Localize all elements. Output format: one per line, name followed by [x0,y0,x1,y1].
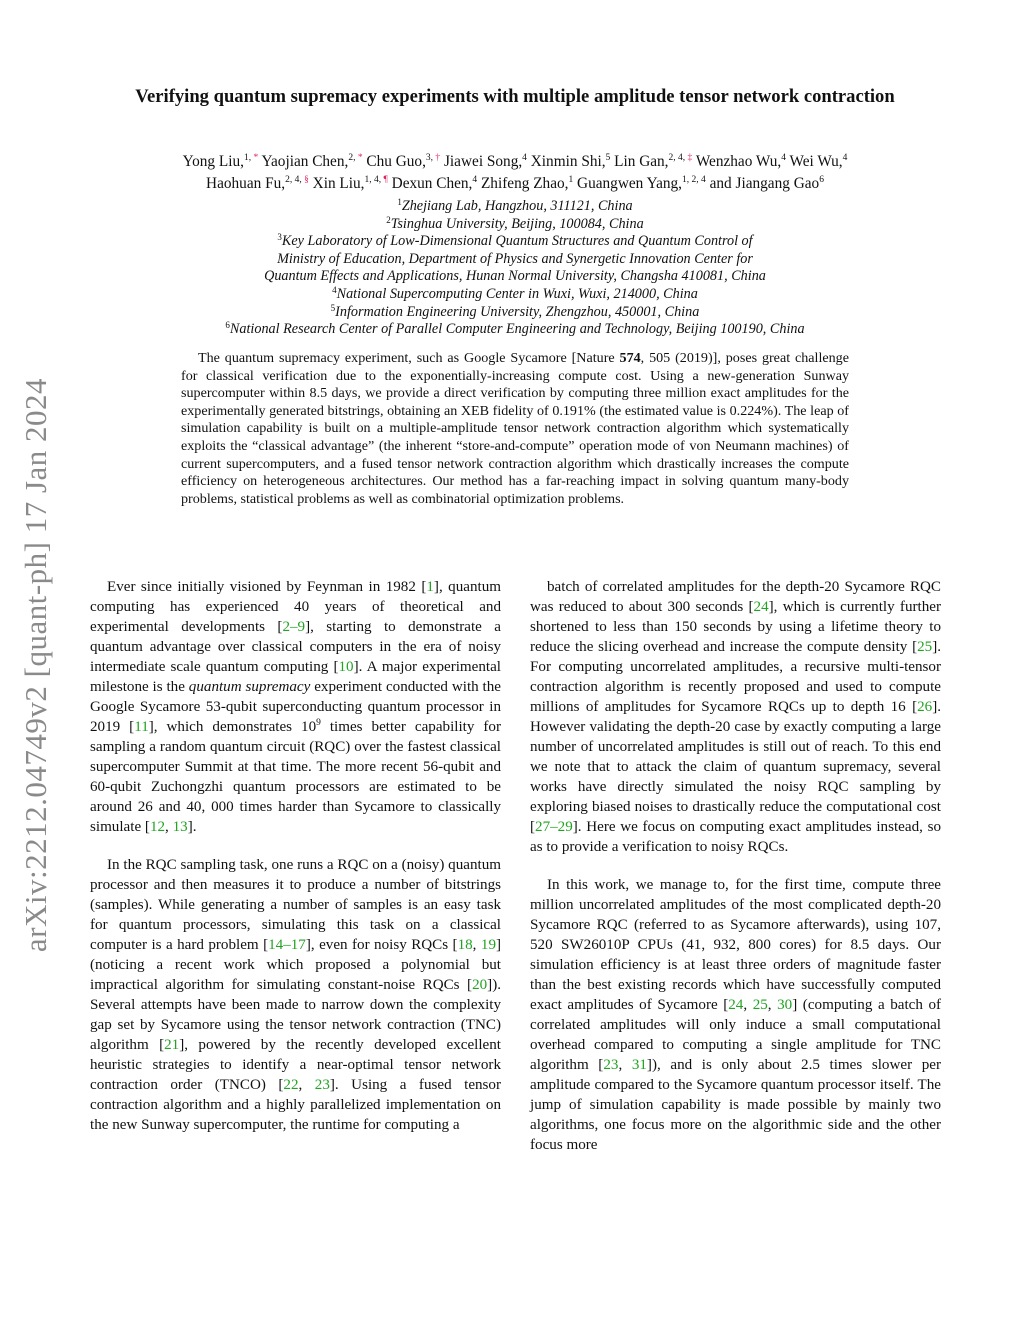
body-paragraph [90,577,501,837]
citation-link[interactable]: 24 [753,599,769,615]
footnote-marker[interactable]: † [435,153,441,163]
affiliation-number: 1, [243,153,254,163]
text-run: ], which is currently further shortened to less than 150 seconds by using a lifetime theory to reduce the slicing overhead and increase the compute density [ [530,599,941,655]
citation-link[interactable]: 25 [917,639,933,655]
text-run: ]. [187,819,197,835]
text-run: ] (noticing a recent work which proposed a polynomial but impractical algorithm for simulating constant-noise RQCs [ [90,937,502,993]
author-name: Xin Liu, [312,175,365,192]
citation-link[interactable]: 25 [752,997,768,1013]
author [710,175,824,192]
affiliation-number: 2, 4, [285,175,305,185]
footnote-marker[interactable]: ‡ [687,153,693,163]
author-name: and Jiangang Gao [709,175,820,192]
text-run: batch of correlated amplitudes for the depth-20 Sycamore RQC was reduced to about 300 seconds [ [530,579,941,615]
footnote-marker[interactable]: § [304,175,309,185]
author-name: Chu Guo, [366,153,426,170]
text-run: ], powered by the recently developed excellent heuristic strategies to identify a near-optimal tensor network contraction order (TNCO) [ [90,1037,501,1093]
author [206,175,309,192]
citation-link[interactable]: 10 [338,659,354,675]
footnote-marker[interactable]: * [253,153,259,163]
author [392,175,477,192]
author-name: Guangwen Yang, [577,175,682,192]
author-name: Haohuan Fu, [206,175,286,192]
author-affiliation-numbers [522,153,527,163]
affiliation-list [90,198,940,339]
affiliation-number: 6 [819,175,824,185]
citation-link[interactable]: 26 [917,699,933,715]
author-name: Lin Gan, [614,153,669,170]
author-name: Wei Wu, [789,153,843,170]
citation-link[interactable]: 1 [426,579,434,595]
author-affiliation-numbers [781,153,786,163]
author-name: Wenzhao Wu, [695,153,782,170]
arxiv-id-text: arXiv:2212.04749v2 [quant-ph] 17 Jan 2024 [18,377,53,953]
affiliation-text: National Research Center of Parallel Computer Engineering and Technology, Beijing 100190, China [229,321,805,338]
affiliation-number: 1, 4, [364,175,384,185]
citation-link[interactable]: 18 [457,937,473,953]
affiliation-line [90,233,940,251]
text-run: , [743,997,753,1013]
text-run: ]. A major experimental milestone is the [90,659,501,695]
bold-text: 574 [619,350,641,366]
affiliation-number: 4 [781,153,786,163]
affiliation-index: 4 [332,284,337,295]
author [790,153,848,170]
author-name: Yong Liu, [182,153,244,170]
text-run: In this work, we manage to, for the first time, compute three million uncorrelated amplitudes of the most complicated depth-20 Sycamore RQC (referred to as Sycamore afterwards), using 107, 520 SW26010P CPUs (41, 932, 800 cores) for 8.5 days. Our simulation efficiency is at least three orders of magnitude faster than the best existing records which have successfully computed exact amplitudes of Sycamore [ [530,877,941,1013]
affiliation-line [90,321,940,339]
text-run: ]). Several attempts have been made to narrow down the complexity gap set by Sycamore using the tensor network contraction (TNC) algorithm [ [90,977,501,1053]
author-name: Jiawei Song, [443,153,523,170]
affiliation-index: 3 [277,232,282,243]
affiliation-index: 6 [225,320,230,331]
text-run: ], quantum computing has experienced 40 years of theoretical and experimental developments [ [90,579,501,635]
text-run: , [767,997,778,1013]
author-affiliation-numbers [285,175,309,185]
affiliation-text: National Supercomputing Center in Wuxi, Wuxi, 214000, China [336,285,698,302]
paper-title: Verifying quantum supremacy experiments with multiple amplitude tensor network contraction [135,86,895,107]
citation-link[interactable]: 2–9 [282,619,306,635]
citation-link[interactable]: 13 [172,819,188,835]
text-run: , [472,937,481,953]
affiliation-number: 3, [425,153,436,163]
citation-link[interactable]: 14–17 [268,937,306,953]
citation-link[interactable]: 24 [728,997,744,1013]
author-affiliation-numbers [819,175,824,185]
text-run: , [298,1077,315,1093]
author-name: Dexun Chen, [391,175,473,192]
author-name: Yaojian Chen, [261,153,349,170]
citation-link[interactable]: 23 [603,1057,619,1073]
citation-link[interactable]: 30 [777,997,793,1013]
affiliation-text: Zhejiang Lab, Hangzhou, 311121, China [401,198,633,214]
text-run: , 505 (2019)], poses great challenge for classical verification due to the exponentially-increasing compute cost. Using a new-generation Sunway supercomputer within 8.5 days, we provide a direct verification by computing three million exact amplitudes for the experimentally generated bitstrings, obtaining an XEB fidelity of 0.191% (the estimated value is 0.224%). The leap of simulation capability is built on a multiple-amplitude tensor network contraction algorithm which systematically exploits the “classical advantage” (the inherent “store-and-compute” operation mode of von Neumann machines) of current supercomputers, and a fused tensor network contraction algorithm which drastically increases the compute efficiency on heterogeneous architectures. Our method has a far-reaching impact in solving quantum many-body problems, statistical problems as well as combinatorial optimization problems. [181,350,849,507]
abstract [181,350,849,508]
affiliation-index: 1 [397,197,402,207]
text-run: ]. Using a fused tensor contraction algorithm and a highly parallelized implementation on the new Sunway supercomputer, the runtime for computing a [90,1077,502,1133]
affiliation-line [90,268,940,286]
text-run: ], starting to demonstrate a quantum advantage over classical computers in the era of noisy intermediate scale quantum computing [ [90,619,501,675]
text-run: In the RQC sampling task, one runs a RQC on a (noisy) quantum processor and then measures it to produce a number of bitstrings (samples). While generating a number of samples is an easy task for quantum processors, simulating this task on a classical computer is a hard problem [ [90,857,501,953]
emphasis-text: quantum supremacy [188,679,311,695]
author-affiliation-numbers [348,153,362,163]
arxiv-identifier-stamp [6,345,66,985]
citation-link[interactable]: 20 [472,977,488,993]
left-column [90,577,501,1135]
footnote-marker[interactable]: * [357,153,363,163]
affiliation-text: Information Engineering University, Zhengzhou, 450001, China [335,303,700,320]
citation-link[interactable]: 27–29 [535,819,573,835]
author-affiliation-numbers [426,153,440,163]
citation-link[interactable]: 21 [164,1037,180,1053]
text-run: , [618,1057,632,1073]
author [696,153,786,170]
affiliation-text: Quantum Effects and Applications, Hunan Normal University, Changsha 410081, China [264,268,766,285]
affiliation-number: 4 [842,153,848,163]
author [481,175,573,192]
affiliation-number: 1, 2, 4 [682,175,706,185]
author-affiliation-numbers [365,175,388,185]
text-run: , [165,819,173,835]
text-run: ]. For computing uncorrelated amplitudes, a recursive multi-tensor contraction algorithm is recently proposed and used to compute millions of amplitudes for Sycamore RQCs up to depth 16 [ [530,639,941,715]
author [614,153,692,170]
footnote-marker[interactable]: ¶ [383,175,388,185]
author [261,153,362,170]
affiliation-line [90,304,940,322]
author-affiliation-numbers [244,153,258,163]
citation-link[interactable]: 12 [149,819,166,835]
text-run: ], even for noisy RQCs [ [305,937,458,953]
text-run: ], which demonstrates 10 [148,719,317,735]
affiliation-number: 5 [605,153,611,163]
text-run: experiment conducted with the Google Sycamore 53-qubit superconducting quantum processor in 2019 [ [90,679,501,735]
affiliation-text: Tsinghua University, Beijing, 100084, China [390,215,644,232]
text-run: ] (computing a batch of correlated amplitudes will only induce a small computational overhead compared to computing a single amplitude for TNC algorithm [ [530,997,942,1073]
author [531,153,611,170]
affiliation-number: 1 [568,175,574,185]
citation-link[interactable]: 19 [480,937,496,953]
author-affiliation-numbers [568,175,573,185]
author [183,153,259,170]
author-affiliation-numbers [472,175,477,185]
citation-link[interactable]: 31 [631,1057,647,1073]
author-affiliation-numbers [843,153,848,163]
text-run: ]. Here we focus on computing exact amplitudes instead, so as to provide a verification to noisy RQCs. [530,819,941,855]
citation-link[interactable]: 11 [134,719,149,735]
affiliation-line [90,251,940,269]
affiliation-text: Ministry of Education, Department of Physics and Synergetic Innovation Center for [277,250,753,267]
author-affiliation-numbers [669,153,693,163]
text-run: ]. However validating the depth-20 case by exactly computing a large number of uncorrelated amplitudes is still out of reach. To this end we note that to attack the claim of quantum supremacy, several works have directly simulated the noisy RQC sampling by exploring biased noises to drastically reduce the computational cost [ [530,699,941,835]
affiliation-line [90,286,940,304]
author-name: Xinmin Shi, [530,153,606,170]
affiliation-line [90,198,940,216]
author-list [90,151,940,195]
affiliation-number: 4 [522,153,527,163]
author [313,175,388,192]
affiliation-line [90,216,940,234]
author-name: Zhifeng Zhao, [480,175,569,192]
body-paragraph [530,875,941,1155]
affiliation-index: 5 [330,302,336,313]
citation-link[interactable]: 23 [314,1077,330,1093]
author-affiliation-numbers [682,175,706,185]
body-paragraph [90,855,501,1135]
affiliation-number: 4 [472,175,478,185]
affiliation-number: 2, 4, [668,153,688,163]
author [577,175,706,192]
text-run: Ever since initially visioned by Feynman in 1982 [ [107,579,427,595]
text-run: times better capability for sampling a random quantum circuit (RQC) over the fastest classical supercomputer Summit at that time. The more recent 56-qubit and 60-qubit Zuchongzhi quantum processors are estimated to be around 26 and 40, 000 times harder than Sycamore to classically simulate [ [90,719,501,835]
author [366,153,440,170]
affiliation-number: 2, [348,153,358,163]
author-affiliation-numbers [606,153,611,163]
right-column [530,577,941,1155]
text-run: The quantum supremacy experiment, such as Google Sycamore [Nature [198,350,620,366]
affiliation-index: 2 [386,214,391,225]
affiliation-text: Key Laboratory of Low-Dimensional Quantum Structures and Quantum Control of [281,233,753,250]
citation-link[interactable]: 22 [283,1077,299,1093]
body-paragraph [530,577,941,857]
text-run: ]), and is only about 2.5 times slower per amplitude compared to the Sycamore quantum processor itself. The jump of simulation capability is made possible by mainly two algorithms, one focus more on the algorithmic side and the other focus more [530,1057,941,1153]
superscript: 9 [316,718,321,728]
author [444,153,527,170]
